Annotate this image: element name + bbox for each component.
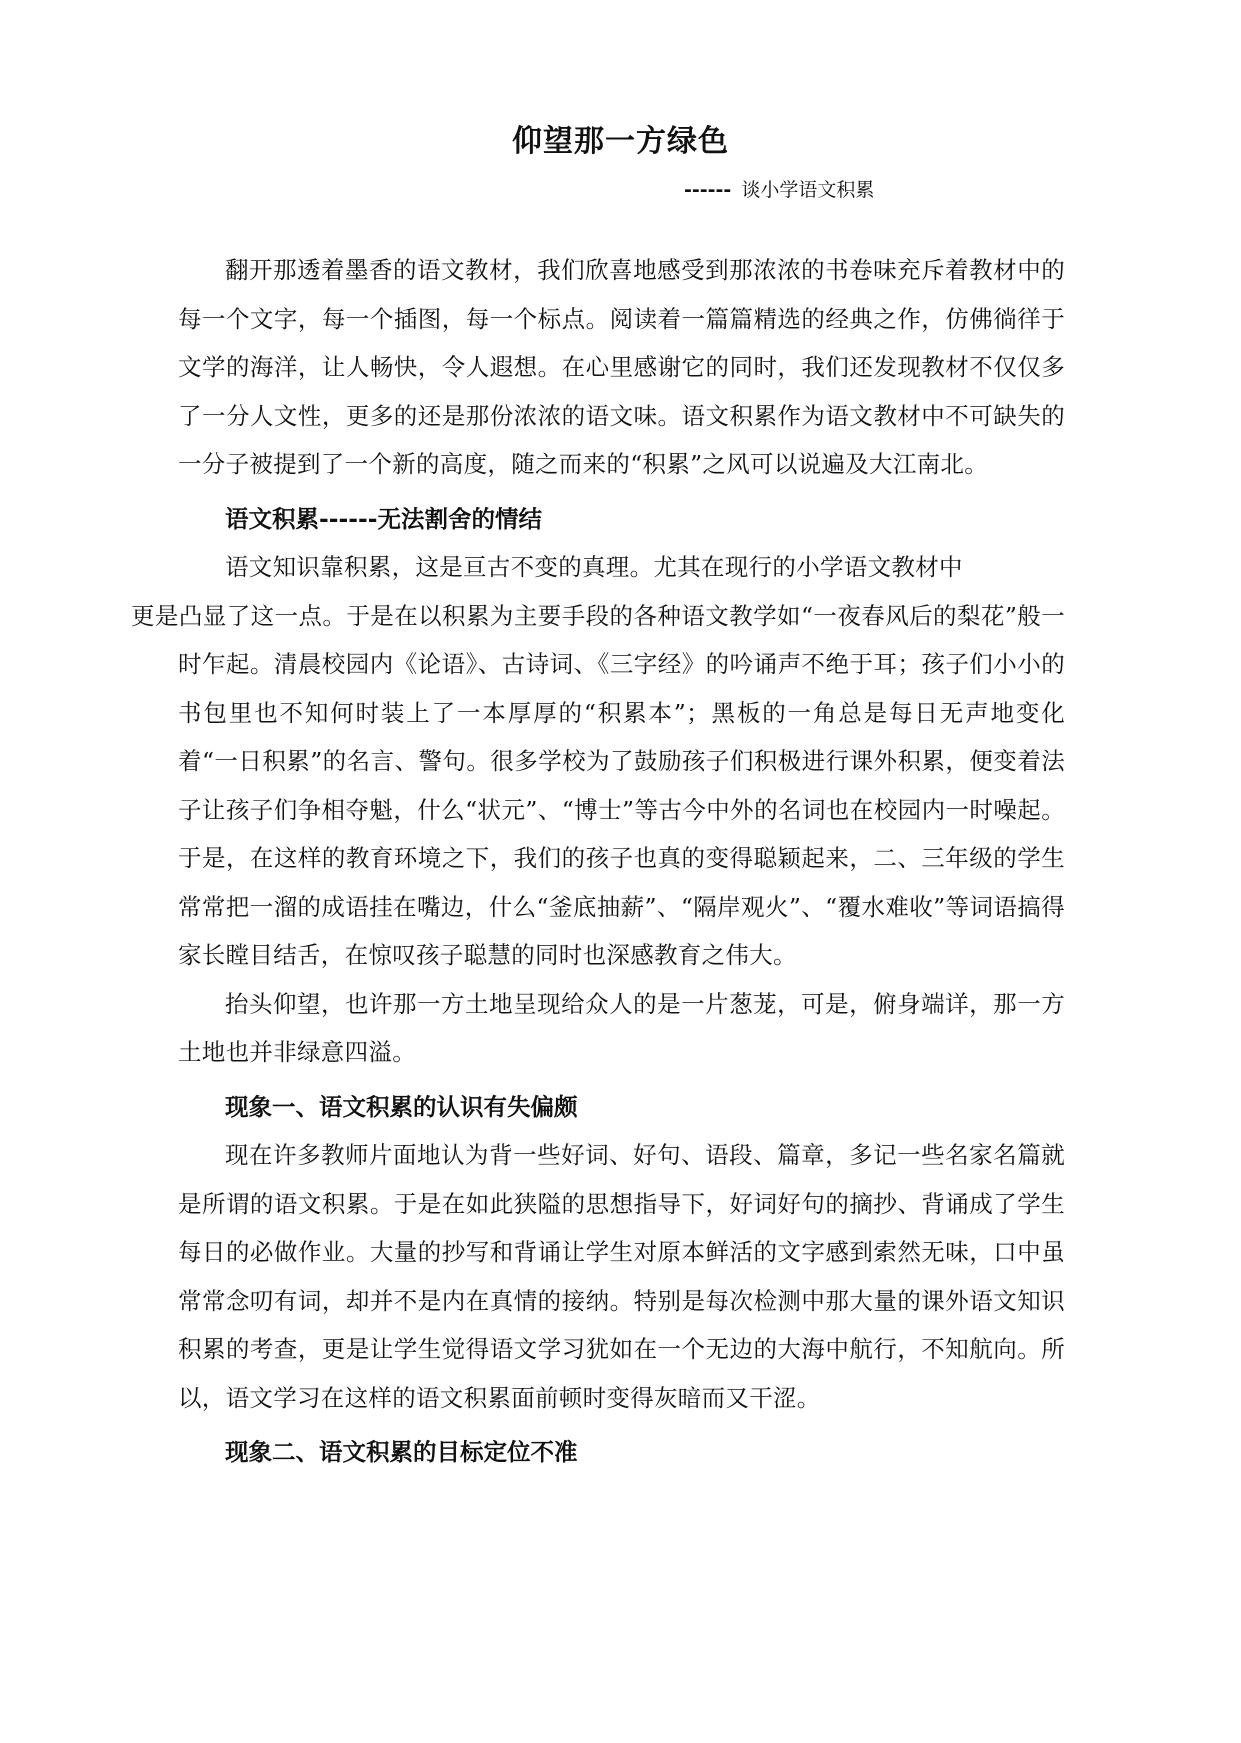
paragraph-accumulation-first-line: 语文知识靠积累，这是亘古不变的真理。尤其在现行的小学语文教材中	[225, 553, 963, 581]
paragraph-accumulation	[131, 543, 1065, 980]
paragraph-intro: 翻开那透着墨香的语文教材，我们欣喜地感受到那浓浓的书卷味充斥着教材中的每一个文字，每一个插图，每一个标点。阅读着一篇篇精选的经典之作，仿佛徜徉于文学的海洋，让人畅快，令人遐想。在心里感谢它的同时，我们还发现教材不仅仅多了一分人文性，更多的还是那份浓浓的语文味。语文积累作为语文教材中不可缺失的一分子被提到了一个新的高度，随之而来的“积累”之风可以说遍及大江南北。	[178, 256, 1065, 478]
subtitle-dash: ------	[684, 179, 732, 201]
paragraph-accumulation-rest: 更是凸显了这一点。于是在以积累为主要手段的各种语文教学如“一夜春风后的梨花”般一时乍起。清晨校园内《论语》、古诗词、《三字经》的吟诵声不绝于耳；孩子们小小的书包里也不知何时装上了一本厚厚的“积累本”；黑板的一角总是每日无声地变化着“一日积累”的名言、警句。很多学校为了鼓励孩子们积极进行课外积累，便变着法子让孩子们争相夺魁，什么“状元”、“博士”等古今中外的名词也在校园内一时噪起。于是，在这样的教育环境之下，我们的孩子也真的变得聪颖起来，二、三年级的学生常常把一溜的成语挂在嘴边，什么“釜底抽薪”、“隔岸观火”、“覆水难收”等词语搞得家长瞠目结舌，在惊叹孩子聪慧的同时也深感教育之伟大。	[131, 601, 1065, 969]
document-title: 仰望那一方绿色	[512, 124, 729, 159]
section-heading-accumulation: 语文积累------无法割舍的情结	[225, 504, 543, 533]
subtitle-text: 谈小学语文积累	[741, 179, 875, 201]
document-body	[131, 246, 1065, 1477]
paragraph-look-up: 抬头仰望，也许那一方土地呈现给众人的是一片葱茏，可是，俯身端详，那一方土地也并非绿意四溢。	[178, 989, 1065, 1066]
paragraph-phenomenon-one: 现在许多教师片面地认为背一些好词、好句、语段、篇章，多记一些名家名篇就是所谓的语文积累。于是在如此狭隘的思想指导下，好词好句的摘抄、背诵成了学生每日的必做作业。大量的抄写和背诵让学生对原本鲜活的文字感到索然无味，口中虽常常念叨有词，却并不是内在真情的接纳。特别是每次检测中那大量的课外语文知识积累的考查，更是让学生觉得语文学习犹如在一个无边的大海中航行，不知航向。所以，语文学习在这样的语文积累面前顿时变得灰暗而又干涩。	[178, 1141, 1065, 1412]
section-heading-phenomenon-two: 现象二、语文积累的目标定位不准	[225, 1438, 578, 1466]
document-subtitle	[684, 174, 874, 206]
section-heading-phenomenon-one: 现象一、语文积累的认识有失偏颇	[225, 1092, 578, 1121]
